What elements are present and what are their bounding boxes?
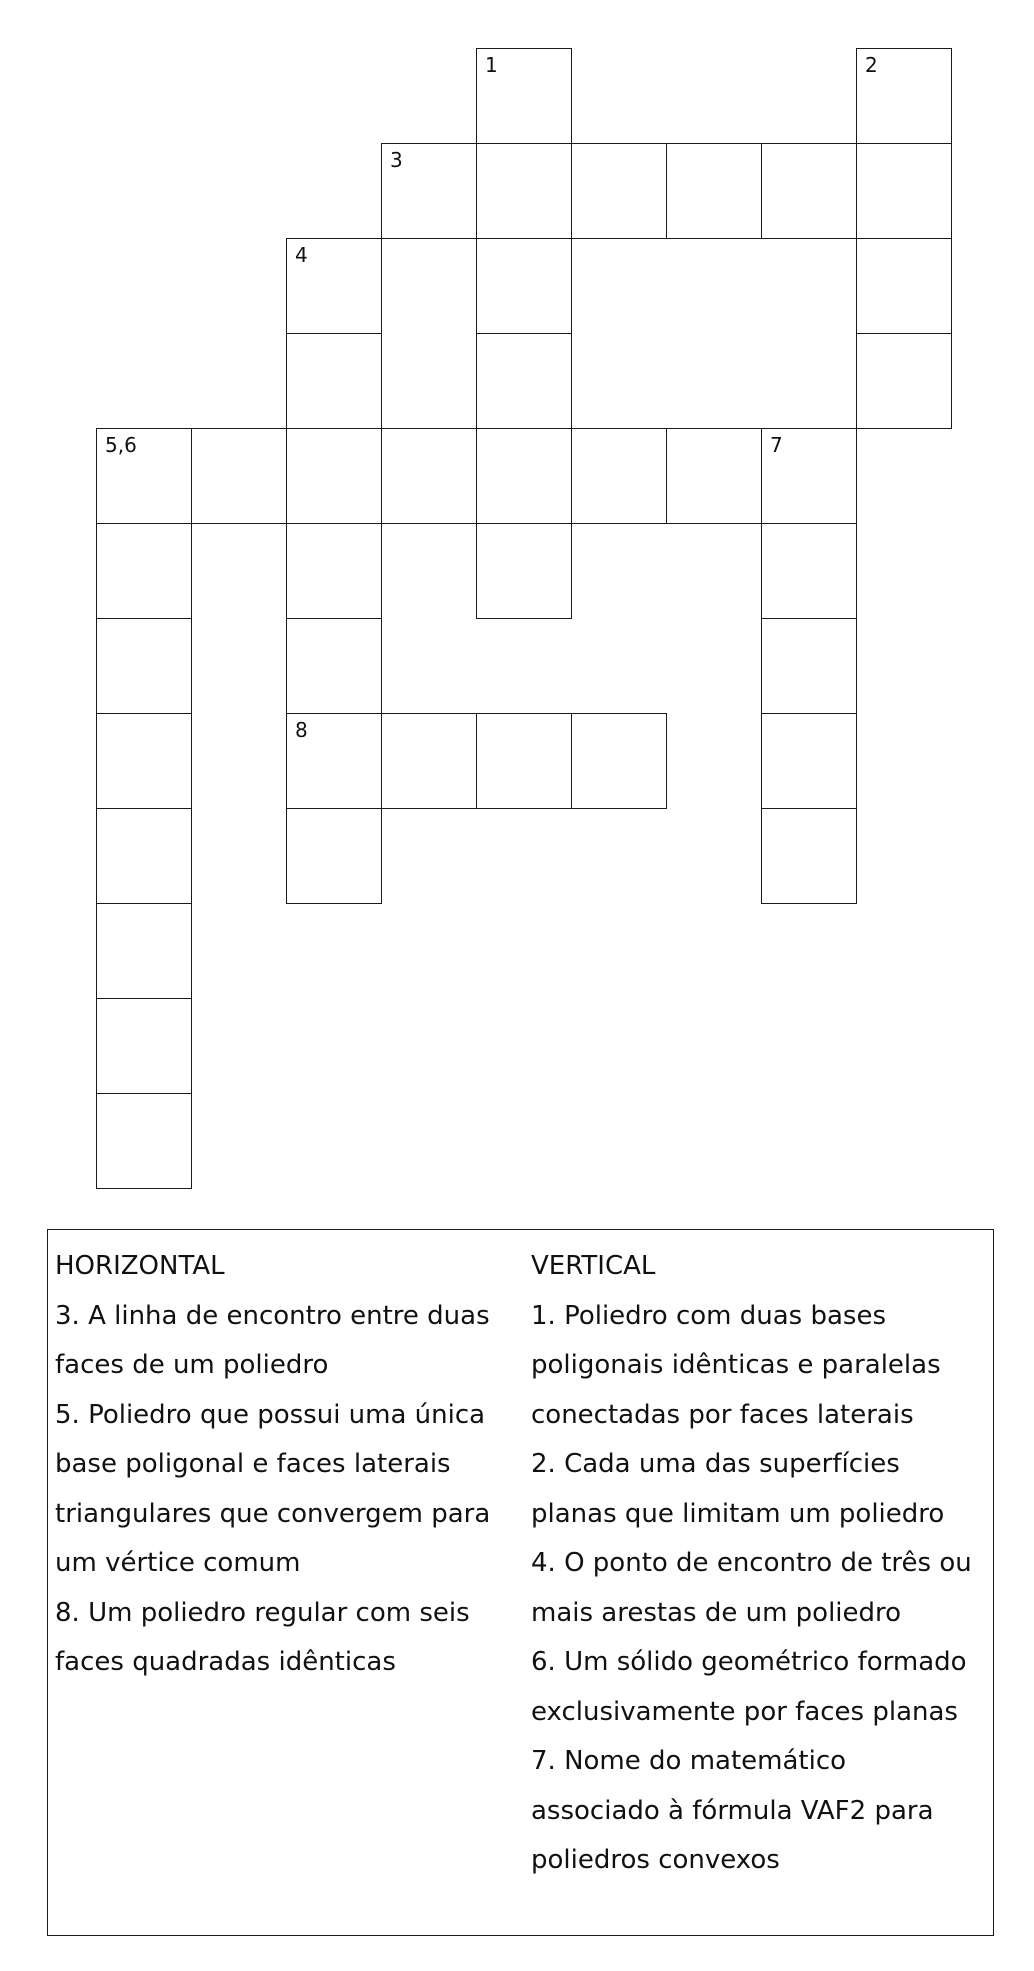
crossword-cell[interactable] xyxy=(476,333,572,429)
horizontal-clue-line: 5. Poliedro que possui uma única xyxy=(55,1399,486,1430)
vertical-clue-line: 1. Poliedro com duas bases xyxy=(531,1300,887,1331)
clue-number: 1 xyxy=(485,53,498,77)
horizontal-clue-line: um vértice comum xyxy=(55,1548,301,1578)
crossword-cell[interactable] xyxy=(761,428,857,524)
crossword-cell[interactable] xyxy=(761,713,857,809)
vertical-clue-line: 7. Nome do matemático xyxy=(531,1746,847,1776)
crossword-cell[interactable] xyxy=(571,713,667,809)
crossword-cell[interactable] xyxy=(96,808,192,904)
clue-number: 4 xyxy=(295,243,308,267)
crossword-cell[interactable] xyxy=(476,143,572,239)
vertical-clue-line: conectadas por faces laterais xyxy=(531,1399,914,1430)
crossword-cell[interactable] xyxy=(856,143,952,239)
clue-number: 2 xyxy=(865,53,878,77)
crossword-cell[interactable] xyxy=(286,238,382,334)
horizontal-clue-line: triangulares que convergem para xyxy=(55,1498,491,1529)
crossword-cell[interactable] xyxy=(476,238,572,334)
crossword-cell[interactable] xyxy=(761,523,857,619)
crossword-cell[interactable] xyxy=(476,713,572,809)
crossword-cell[interactable] xyxy=(666,428,762,524)
crossword-cell[interactable] xyxy=(96,523,192,619)
crossword-cell[interactable] xyxy=(476,523,572,619)
vertical-clue-line: 4. O ponto de encontro de três ou xyxy=(531,1548,972,1578)
crossword-cell[interactable] xyxy=(381,713,477,809)
crossword-cell[interactable] xyxy=(571,428,667,524)
clue-number: 5,6 xyxy=(105,433,137,457)
crossword-cell[interactable] xyxy=(286,428,382,524)
clue-box xyxy=(47,1229,994,1936)
vertical-clue-line: poligonais idênticas e paralelas xyxy=(531,1350,941,1380)
vertical-clue-line: associado à fórmula VAF2 para xyxy=(531,1795,934,1826)
vertical-clue-line: planas que limitam um poliedro xyxy=(531,1498,945,1529)
crossword-cell[interactable] xyxy=(96,998,192,1094)
crossword-cell[interactable] xyxy=(191,428,287,524)
vertical-clue-line: exclusivamente por faces planas xyxy=(531,1696,958,1727)
crossword-cell[interactable] xyxy=(476,48,572,144)
crossword-cell[interactable] xyxy=(286,713,382,809)
crossword-cell[interactable] xyxy=(96,428,192,524)
crossword-cell[interactable] xyxy=(856,333,952,429)
vertical-heading: VERTICAL xyxy=(531,1251,656,1281)
crossword-cell[interactable] xyxy=(856,238,952,334)
horizontal-clue-line: base poligonal e faces laterais xyxy=(55,1449,451,1479)
horizontal-clue-line: faces quadradas idênticas xyxy=(55,1647,396,1677)
crossword-cell[interactable] xyxy=(666,143,762,239)
crossword-cell[interactable] xyxy=(96,1093,192,1189)
vertical-clue-line: mais arestas de um poliedro xyxy=(531,1597,902,1628)
horizontal-clue-line: 3. A linha de encontro entre duas xyxy=(55,1300,490,1331)
crossword-cell[interactable] xyxy=(286,523,382,619)
horizontal-clues xyxy=(55,1242,515,1688)
clue-number: 8 xyxy=(295,718,308,742)
crossword-cell[interactable] xyxy=(761,143,857,239)
horizontal-clue-line: faces de um poliedro xyxy=(55,1350,329,1380)
vertical-clues xyxy=(531,1242,991,1886)
crossword-cell[interactable] xyxy=(96,903,192,999)
crossword-cell[interactable] xyxy=(381,428,477,524)
crossword-cell[interactable] xyxy=(571,143,667,239)
horizontal-heading: HORIZONTAL xyxy=(55,1251,225,1281)
crossword-cell[interactable] xyxy=(286,333,382,429)
horizontal-clue-line: 8. Um poliedro regular com seis xyxy=(55,1597,470,1628)
crossword-cell[interactable] xyxy=(856,48,952,144)
crossword-cell[interactable] xyxy=(96,713,192,809)
vertical-clue-line: 2. Cada uma das superfícies xyxy=(531,1449,900,1479)
crossword-cell[interactable] xyxy=(96,618,192,714)
vertical-clue-line: 6. Um sólido geométrico formado xyxy=(531,1647,967,1677)
crossword-cell[interactable] xyxy=(286,618,382,714)
clue-number: 3 xyxy=(390,148,403,172)
crossword-cell[interactable] xyxy=(286,808,382,904)
crossword-cell[interactable] xyxy=(476,428,572,524)
crossword-cell[interactable] xyxy=(761,618,857,714)
vertical-clue-line: poliedros convexos xyxy=(531,1845,780,1875)
crossword-cell[interactable] xyxy=(761,808,857,904)
crossword-cell[interactable] xyxy=(381,143,477,239)
clue-number: 7 xyxy=(770,433,783,457)
